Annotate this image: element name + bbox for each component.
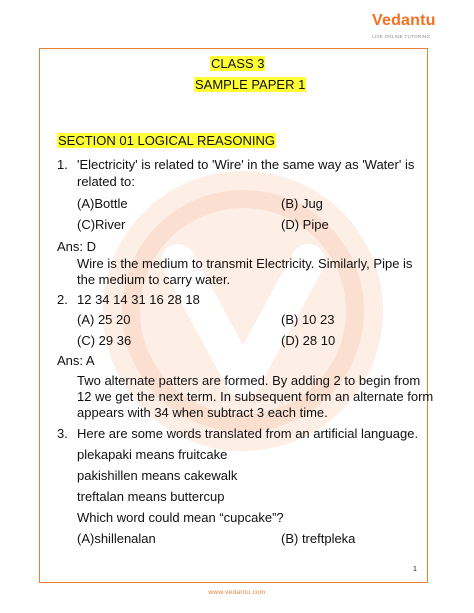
question-number: 2. xyxy=(57,292,68,307)
page-number: 1 xyxy=(413,566,417,573)
option-d: (D) 28 10 xyxy=(281,333,336,348)
question-number: 3. xyxy=(57,426,68,441)
option-c: (C) 29 36 xyxy=(77,333,132,348)
logo-text: Vedantu xyxy=(372,12,436,29)
section-title: SECTION 01 LOGICAL REASONING xyxy=(58,133,275,148)
explanation: Two alternate patters are formed. By adding 2 to begin from xyxy=(77,373,421,388)
logo-tagline: LIVE ONLINE TUTORING xyxy=(372,34,431,39)
explanation: appears with 34 when subtract 3 each time. xyxy=(77,405,328,420)
question-text: 'Electricity' is related to 'Wire' in the same way as 'Water' is xyxy=(77,157,415,172)
footer-url-link[interactable]: www.vedantu.com xyxy=(208,589,266,596)
translation-line: treftalan means buttercup xyxy=(77,489,225,504)
option-b: (B) treftpleka xyxy=(281,531,356,546)
option-b: (B) Jug xyxy=(281,196,323,211)
question-text: 12 34 14 31 16 28 18 xyxy=(77,292,200,307)
class-heading: CLASS 3 xyxy=(211,56,265,71)
translation-line: pakishillen means cakewalk xyxy=(77,468,238,483)
translation-line: plekapaki means fruitcake xyxy=(77,447,228,462)
paper-heading: SAMPLE PAPER 1 xyxy=(195,77,306,92)
vedantu-logo[interactable] xyxy=(366,6,462,46)
option-a: (A)Bottle xyxy=(77,196,128,211)
question-prompt: Which word could mean “cupcake”? xyxy=(77,510,284,525)
question-number: 1. xyxy=(57,157,68,172)
explanation: Wire is the medium to transmit Electricity. Similarly, Pipe is xyxy=(77,256,413,271)
question-text: related to: xyxy=(77,174,135,189)
answer: Ans: D xyxy=(57,239,97,254)
option-c: (C)River xyxy=(77,217,126,232)
answer: Ans: A xyxy=(57,353,95,368)
option-d: (D) Pipe xyxy=(281,217,329,232)
explanation: 12 we get the next term. In subsequent form an alternate form xyxy=(77,389,434,404)
explanation: the medium to carry water. xyxy=(77,272,231,287)
option-a: (A) 25 20 xyxy=(77,312,131,327)
option-a: (A)shillenalan xyxy=(77,531,156,546)
question-text: Here are some words translated from an artificial language. xyxy=(77,426,419,441)
option-b: (B) 10 23 xyxy=(281,312,335,327)
